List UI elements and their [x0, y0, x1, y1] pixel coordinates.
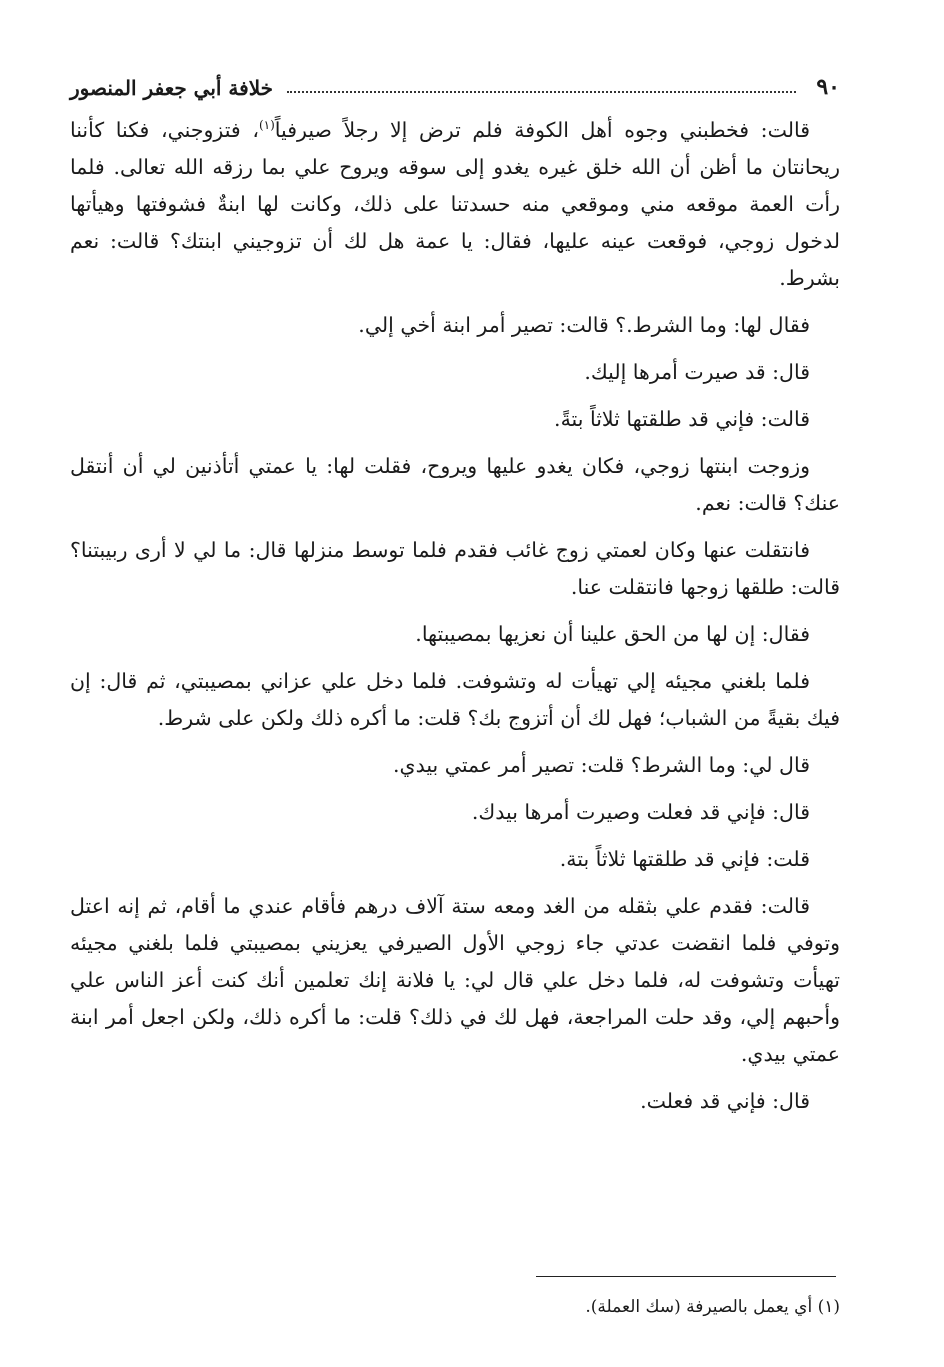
paragraph-text: ، فتزوجني، فكنا كأننا ريحانتان ما أظن أن الله خلق غيره يغدو إلى سوقه ويروح علي بما رزقه الله تعالى. فلما رأت العمة موقعه مني وموقعي منه حسدتنا على ذلك، وكانت لها ابنةٌ فشوفتها وهيأتها لدخول زوجي، فوقعت عينه عليها، فقال: يا عمة هل لك أن تزوجيني ابنتك؟ قالت: نعم بشرط.	[70, 118, 840, 290]
running-title: خلافة أبي جعفر المنصور	[70, 76, 274, 100]
paragraph: فلما بلغني مجيئه إلي تهيأت له وتشوفت. فلما دخل علي عزاني بمصيبتي، ثم قال: إن فيك بقيةً من الشباب؛ فهل لك أن أتزوج بك؟ قلت: ما أكره ذلك ولكن على شرط.	[70, 669, 840, 730]
footnote-separator	[536, 1276, 836, 1277]
paragraph: قالت: فقدم علي بثقله من الغد ومعه ستة آلاف درهم فأقام عندي ما أقام، ثم إنه اعتل وتوفي فلما انقضت عدتي جاء زوجي الأول الصيرفي يعزيني بمصيبتي فلما بلغني مجيئه تهيأت وتشوفت له، فلما دخل علي قال لي: يا فلانة إنك تعلمين أنك كنت أعز الناس علي وأحبهم إلي، وقد حلت المراجعة، فهل لك في ذلك؟ قلت: ما أكره ذلك، ولكن اجعل أمر ابنة عمتي بيدي.	[70, 894, 840, 1066]
main-text	[70, 112, 840, 1130]
footnote: (١) أي يعمل بالصيرفة (سك العملة).	[585, 1297, 840, 1317]
paragraph: قال: فإني قد فعلت.	[640, 1089, 810, 1113]
paragraph	[70, 112, 840, 297]
paragraph: قالت: فإني قد طلقتها ثلاثاً بتةً.	[554, 407, 810, 431]
paragraph: فقال لها: وما الشرط.؟ قالت: تصير أمر ابنة أخي إلي.	[358, 313, 810, 337]
paragraph: قال: قد صيرت أمرها إليك.	[584, 360, 810, 384]
header-dotted-leader	[287, 91, 796, 93]
paragraph: وزوجت ابنتها زوجي، فكان يغدو عليها ويروح، فقلت لها: يا عمتي أتأذنين لي أن أنتقل عنك؟ قالت: نعم.	[70, 454, 840, 515]
paragraph-text: قالت: فخطبني وجوه أهل الكوفة فلم ترض إلا رجلاً صيرفياً	[274, 118, 810, 142]
paragraph: فقال: إن لها من الحق علينا أن نعزيها بمصيبتها.	[415, 622, 810, 646]
paragraph: فانتقلت عنها وكان لعمتي زوج غائب فقدم فلما توسط منزلها قال: ما لي لا أرى ربيبتنا؟ قالت: طلقها زوجها فانتقلت عنا.	[70, 538, 840, 599]
page-header	[70, 64, 840, 100]
paragraph: قال: فإني قد فعلت وصيرت أمرها بيدك.	[471, 800, 810, 824]
page-number: ٩٠	[816, 74, 840, 100]
paragraph: قال لي: وما الشرط؟ قلت: تصير أمر عمتي بيدي.	[393, 753, 810, 777]
footnote-marker: (١)	[258, 118, 275, 133]
paragraph: قلت: فإني قد طلقتها ثلاثاً بتة.	[559, 847, 810, 871]
